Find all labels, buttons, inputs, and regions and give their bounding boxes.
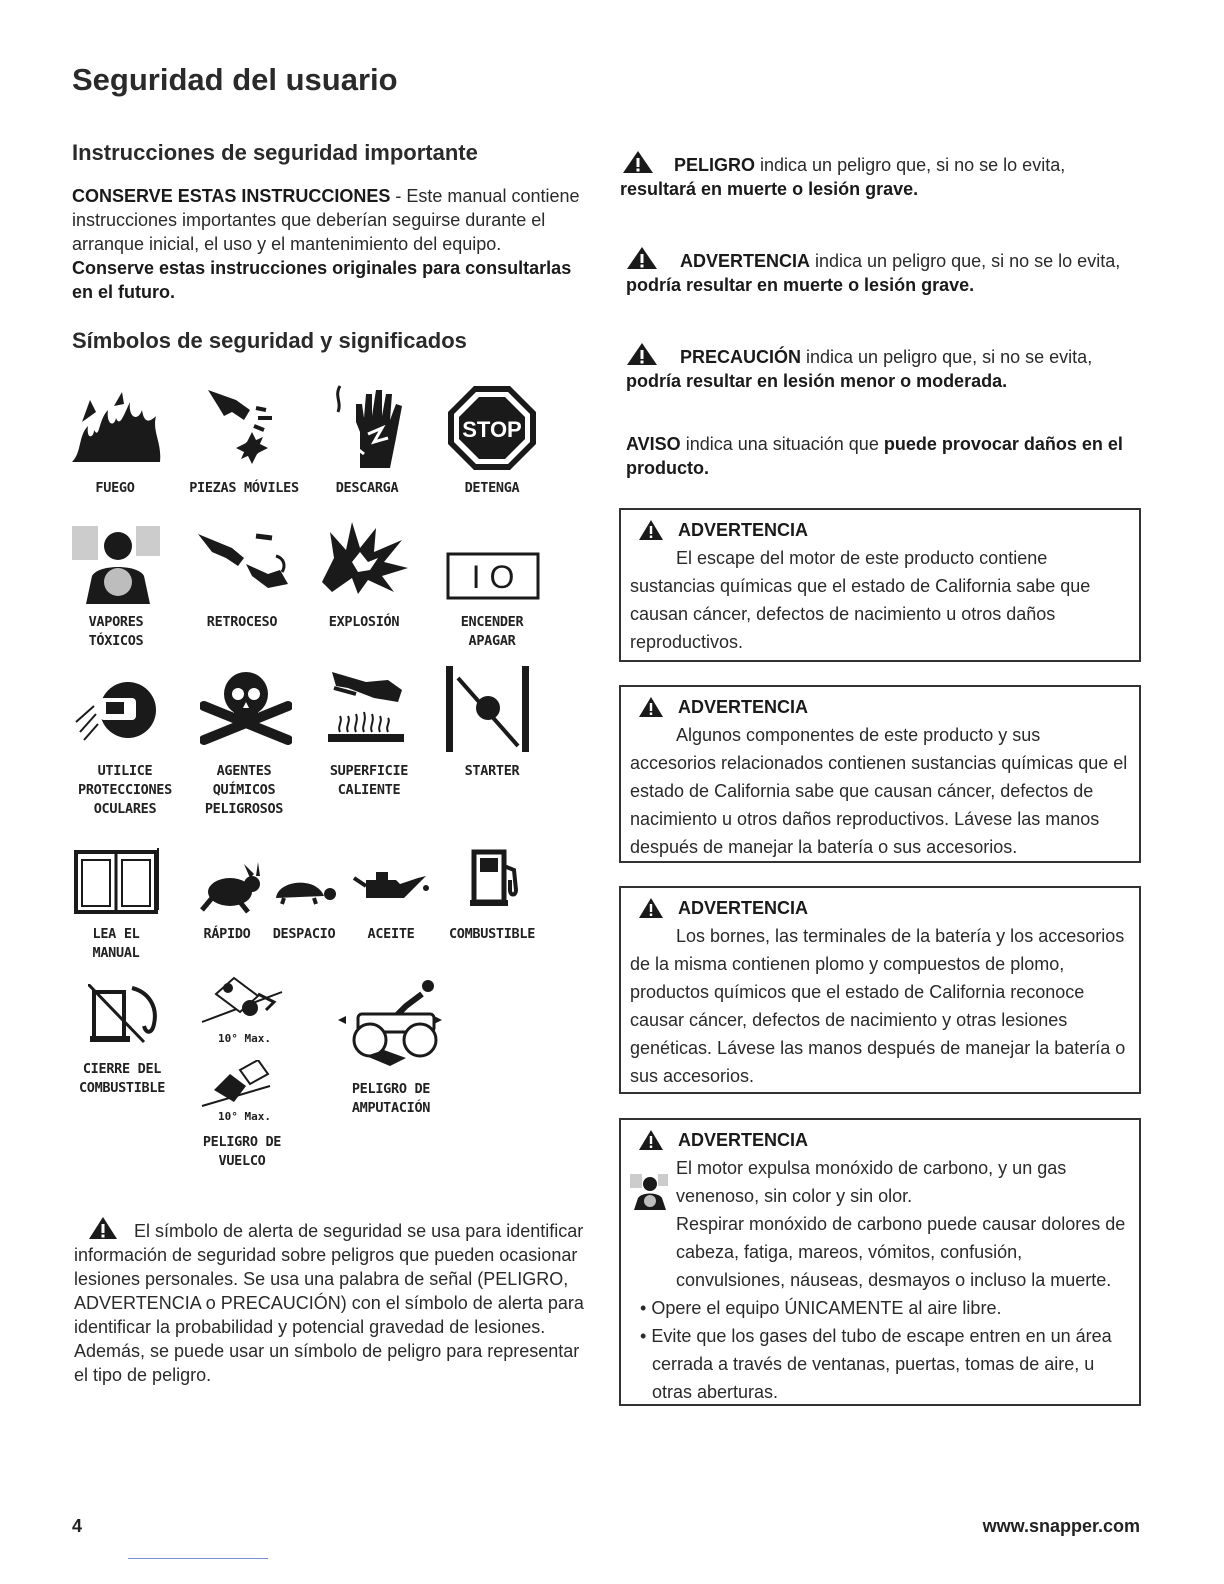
stop-sign-text: STOP [462,417,522,442]
warning-header: ADVERTENCIA [630,693,1131,721]
eye-protection-icon [74,672,158,748]
stop-sign-icon [446,384,538,472]
toxic-fumes-icon [72,520,162,606]
safety-alert-triangle-icon [88,1216,118,1240]
fire-icon [72,392,164,464]
signal-advertencia: ADVERTENCIA indica un peligro que, si no se lo evita, podría resultar en muerte o lesión grave. [626,246,1136,297]
toxic-fumes-icon [630,1172,670,1212]
symbol-label-despacio: DESPACIO [272,926,336,942]
symbol-label-combustible: COMBUSTIBLE [448,926,536,942]
warning-box-carbon-monoxide [619,1118,1141,1406]
instructions-heading: Instrucciones de seguridad importante [72,140,478,165]
moving-parts-icon [206,386,284,468]
symbol-label-utilice-protecciones: UTILICE PROTECCIONES OCULARES [78,763,172,817]
website-link[interactable]: www.snapper.com [982,1516,1140,1536]
on-off-icon [446,552,540,600]
symbol-label-fuego: FUEGO [95,480,135,496]
instructions-bold-tail: Conserve estas instrucciones originales para consultarlas en el futuro. [72,258,572,302]
symbol-label-peligro-vuelco: PELIGRO DE VUELCO [202,1134,282,1169]
warning-body: Algunos componentes de este producto y sus accesorios relacionados contienen sustancias químicas que el estado de California sabe que causan cáncer, defectos de nacimiento u otros daños reproductivos. Lávese las manos después de manejar la batería o sus accesorios. [630,725,1128,857]
alert-triangle-icon [622,150,654,174]
alert-triangle-icon [638,897,664,919]
symbol-label-superficie-caliente: SUPERFICIE CALIENTE [329,763,409,798]
fuel-pump-icon [470,846,526,906]
warning-co-intro-wrap [630,1154,1131,1294]
safety-alert-text: El símbolo de alerta de seguridad se usa para identificar información de seguridad sobre peligros que pueden ocasionar lesiones personales. Se usa una palabra de señal (PELIGRO, ADVERTENCIA o PRECAUCIÓN) con el símbolo de alerta para identificar la probabilidad y potencial gravedad de lesiones. Además, se puede usar un símbolo de peligro para representar el tipo de peligro. [74,1221,584,1385]
symbol-label-peligro-amputacion: PELIGRO DE AMPUTACIÓN [351,1081,431,1116]
on-off-text: I O [471,559,515,595]
symbol-label-lea-el-manual: LEA EL MANUAL [92,926,140,961]
safety-alert-paragraph [74,1216,594,1387]
choke-icon [446,666,530,752]
page-title: Seguridad del usuario [72,62,398,97]
alert-triangle-icon [638,519,664,541]
hot-surface-icon [326,668,408,744]
symbol-label-explosion: EXPLOSIÓN [328,614,400,630]
kickback-icon [198,530,290,590]
fuel-shutoff-icon [88,984,164,1044]
warning-box-exhaust [619,508,1141,662]
signal-precaucion: PRECAUCIÓN indica un peligro que, si no se evita, podría resultar en lesión menor o moderada. [626,342,1136,393]
symbol-label-piezas-moviles: PIEZAS MÓVILES [189,480,299,496]
instructions-bold-lead: CONSERVE ESTAS INSTRUCCIONES [72,186,391,206]
warning-co-bullet: • Evite que los gases del tubo de escape entren en un área cerrada a través de ventanas, puertas, tomas de aire, u otras aberturas. [640,1326,1112,1402]
warning-co-intro: El motor expulsa monóxido de carbono, y un gas venenoso, sin color y sin olor. [676,1158,1067,1206]
symbol-label-encender-apagar: ENCENDER APAGAR [460,614,524,649]
symbol-label-aceite: ACEITE [367,926,415,942]
rabbit-icon [200,862,262,914]
skull-icon [200,666,292,746]
footer-rule [128,1558,268,1559]
symbol-label-retroceso: RETROCESO [206,614,278,630]
book-icon [74,844,162,916]
page-number: 4 [72,1516,83,1536]
symbol-label-starter: STARTER [464,763,520,779]
warning-box-battery [619,886,1141,1094]
explosion-icon [318,522,410,594]
instructions-paragraph [72,184,582,304]
instructions-body: - Este manual contiene instrucciones importantes que deberían seguirse durante el arranque inicial, el uso y el mantenimiento del equipo. [72,186,580,254]
rollover-icon-bottom [200,1060,272,1112]
alert-triangle-icon [626,342,658,366]
symbol-label-cierre-combustible: CIERRE DEL COMBUSTIBLE [78,1061,166,1096]
warning-co-detail: Respirar monóxido de carbono puede causar dolores de cabeza, fatiga, mareos, vómitos, confusión, convulsiones, náuseas, desmayos o incluso la muerte. [676,1214,1126,1290]
warning-box-components [619,685,1141,863]
symbol-label-descarga: DESCARGA [335,480,399,496]
alert-triangle-icon [638,696,664,718]
alert-triangle-icon [638,1129,664,1151]
symbol-label-rapido: RÁPIDO [203,926,251,942]
signal-aviso: AVISO indica una situación que puede provocar daños en el producto. [626,434,1123,478]
shock-icon [330,382,410,470]
symbol-label-detenga: DETENGA [464,480,520,496]
warning-header: ADVERTENCIA [630,1126,1131,1154]
symbol-label-agentes-quimicos: AGENTES QUÍMICOS PELIGROSOS [204,763,284,817]
symbol-label-vapores-toxicos: VAPORES TÓXICOS [88,614,144,649]
slope-label-bottom: 10° Max. [218,1110,271,1123]
rollover-icon-top [198,972,284,1028]
slope-label-top: 10° Max. [218,1032,271,1045]
warning-header: ADVERTENCIA [630,516,1131,544]
turtle-icon [270,872,340,906]
warning-body: Los bornes, las terminales de la batería y los accesorios de la misma contienen plomo y compuestos de plomo, productos químicos que el estado de California reconoce causar cáncer, defectos de nacimiento y otras lesiones genéticas. Lávese las manos después de manejar la batería o sus accesorios. [630,926,1126,1086]
alert-triangle-icon [626,246,658,270]
oil-can-icon [352,870,430,908]
warning-header: ADVERTENCIA [630,894,1131,922]
signal-peligro: PELIGRO indica un peligro que, si no se lo evita, resultará en muerte o lesión grave. [620,150,1140,201]
warning-co-bullet: • Opere el equipo ÚNICAMENTE al aire libre. [640,1298,1002,1318]
symbols-heading: Símbolos de seguridad y significados [72,328,467,353]
amputation-icon [336,976,444,1068]
warning-body: El escape del motor de este producto contiene sustancias químicas que el estado de California sabe que causan cáncer, defectos de nacimiento u otros daños reproductivos. [630,548,1091,652]
